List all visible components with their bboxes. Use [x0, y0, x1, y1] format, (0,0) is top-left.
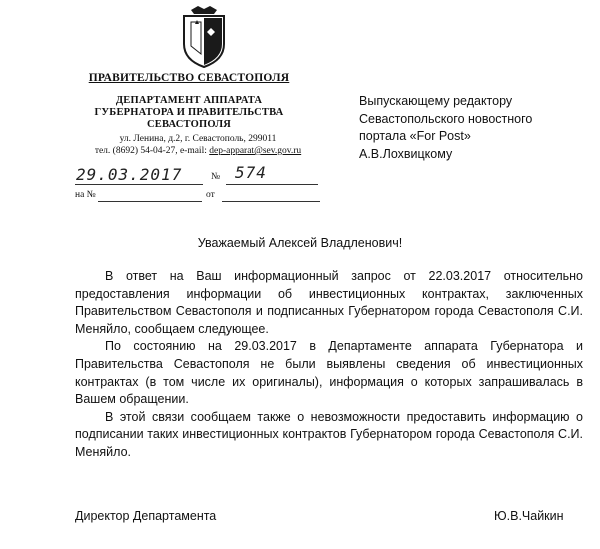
department-name	[60, 95, 318, 131]
body-paragraph: В ответ на Ваш информационный запрос от 22.03.2017 относительно предоставления информации об инвестиционных контрактах, заключенных Правительством Севастополя и подписанных Губернатором города Севастополя С.И. Меняйло, сообщаем следующее.	[75, 269, 583, 336]
reference-number-label: на №	[75, 190, 96, 200]
greeting: Уважаемый Алексей Владленович!	[197, 236, 403, 250]
department-line: СЕВАСТОПОЛЯ	[146, 119, 232, 130]
registration-number-label: №	[211, 172, 221, 182]
sender-contacts	[78, 133, 318, 157]
recipient-line: А.В.Лохвицкому	[359, 146, 453, 161]
sender-address: ул. Ленина, д.2, г. Севастополь, 299011	[119, 134, 277, 144]
body-paragraph: В этой связи сообщаем также о невозможности предоставить информацию о подписании таких инвестиционных контрактов Губернатором города Севастополя С.И. Меняйло.	[75, 409, 583, 459]
signer-name: Ю.В.Чайкин	[494, 509, 564, 523]
registration-date: 29.03.2017	[76, 165, 183, 184]
letter-body	[75, 268, 583, 462]
body-paragraph: По состоянию на 29.03.2017 в Департаменте аппарата Губернатора и Правительства Севастополя не были выявлены сведения об инвестиционных контрактах (в том числе их оригиналы), информация о которых запрашивалась в Вашем обращении.	[75, 339, 583, 407]
recipient-block	[359, 93, 589, 163]
department-line: ДЕПАРТАМЕНТ АППАРАТА	[115, 95, 263, 106]
signer-position: Директор Департамента	[75, 509, 217, 523]
recipient-line: Севастопольского новостного	[359, 111, 533, 126]
recipient-line: Выпускающему редактору	[359, 94, 513, 108]
organization-name: ПРАВИТЕЛЬСТВО СЕВАСТОПОЛЯ	[88, 72, 290, 84]
coat-of-arms-icon	[181, 6, 227, 68]
recipient-line: портала «For Post»	[359, 129, 471, 143]
department-line: ГУБЕРНАТОРА И ПРАВИТЕЛЬСТВА	[94, 107, 284, 118]
sender-phone-line	[78, 145, 318, 157]
sender-email: dep-apparat@sev.gov.ru	[209, 146, 302, 156]
reference-from-label: от	[206, 190, 215, 200]
registration-number: 574	[235, 163, 267, 182]
sender-phone: тел. (8692) 54-04-27, e-mail:	[94, 146, 210, 156]
